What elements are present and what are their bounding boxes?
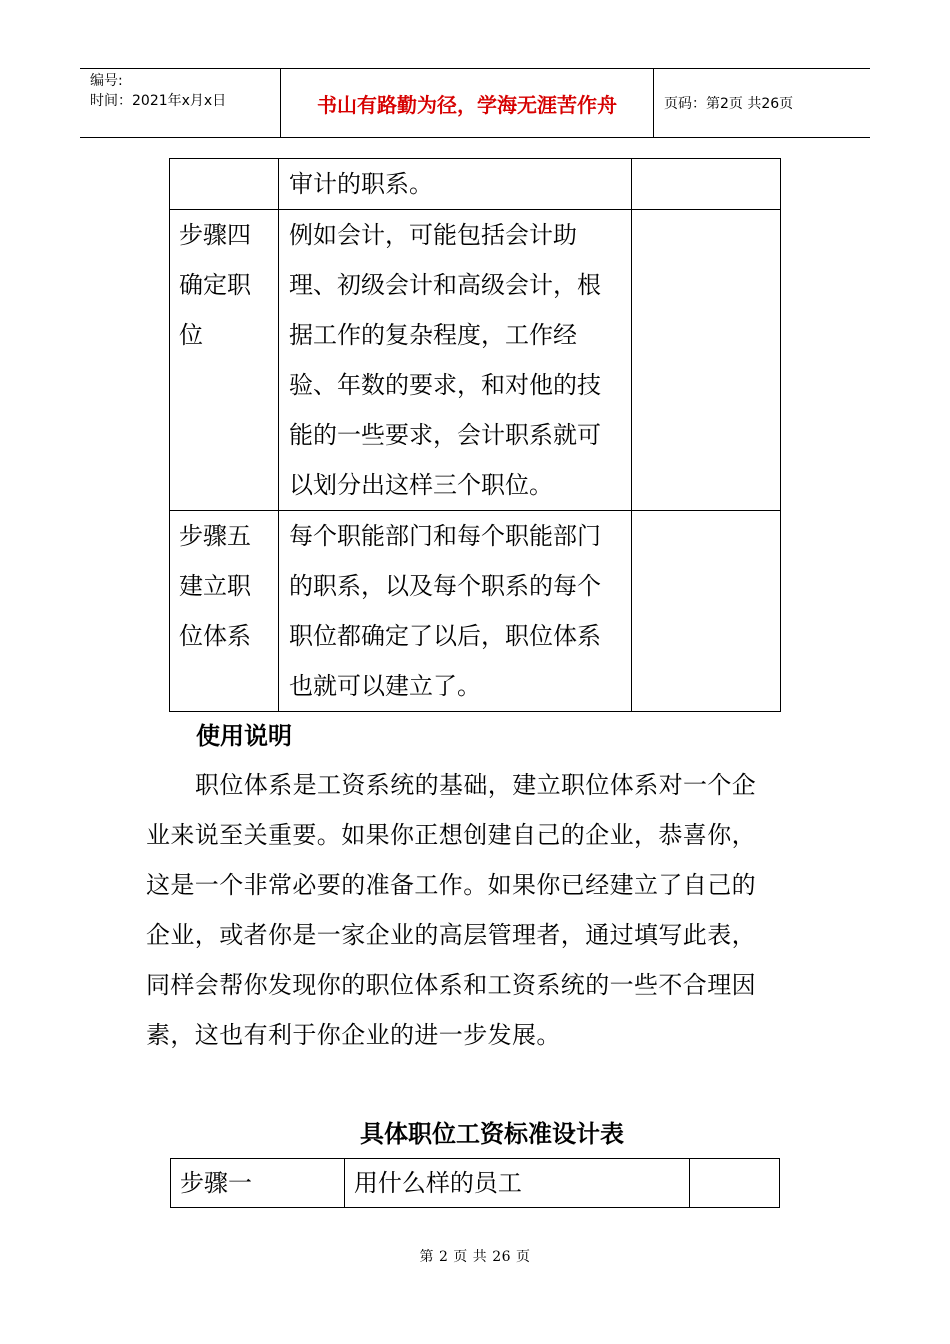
step-cell	[170, 159, 279, 210]
header-meta	[80, 69, 280, 137]
table-row	[170, 159, 781, 210]
salary-table-title: 具体职位工资标准设计表	[360, 1120, 624, 1148]
usage-paragraph: 职位体系是工资系统的基础，建立职位体系对一个企 业来说至关重要。如果你正想创建自己的企业，恭喜你， 这是一个非常必要的准备工作。如果你已经建立了自己的 企业，或者你是一家企业的高层管理者，通过填写此表， 同样会帮你发现你的职位体系和工资系统的一些不合理因 素，这也有利于你企业的进一步发展。	[146, 771, 757, 1049]
step-cell: 步骤一	[171, 1159, 345, 1208]
note-cell	[632, 511, 781, 712]
step-label: 步骤五 建立职 位体系	[179, 522, 251, 650]
note-cell	[689, 1159, 779, 1208]
note-cell	[632, 159, 781, 210]
table-row	[171, 1159, 780, 1208]
description-cell: 用什么样的员工	[344, 1159, 689, 1208]
doc-number-label: 编号:	[90, 73, 123, 89]
description-cell: 每个职能部门和每个职能部门 的职系，以及每个职系的每个 职位都确定了以后，职位体系 也就可以建立了。	[279, 511, 632, 712]
step-cell	[170, 511, 279, 712]
description-cell: 审计的职系。	[279, 159, 632, 210]
job-system-steps-table	[169, 158, 781, 712]
header-page-info: 页码：第2页 共26页	[664, 96, 794, 112]
salary-standard-table	[170, 1158, 780, 1208]
step-cell	[170, 210, 279, 511]
header-motto: 书山有路勤为径，学海无涯苦作舟	[280, 69, 654, 137]
doc-time-label: 时间：2021年x月x日	[90, 93, 227, 109]
note-cell	[632, 210, 781, 511]
page-header	[80, 68, 870, 138]
table-row	[170, 210, 781, 511]
page-footer: 第 2 页 共 26 页	[419, 1249, 531, 1265]
step-label: 步骤四 确定职 位	[179, 221, 251, 349]
table-row	[170, 511, 781, 712]
usage-title: 使用说明	[196, 722, 292, 750]
description-cell: 例如会计，可能包括会计助 理、初级会计和高级会计，根 据工作的复杂程度，工作经 验、年数的要求，和对他的技 能的一些要求，会计职系就可 以划分出这样三个职位。	[279, 210, 632, 511]
